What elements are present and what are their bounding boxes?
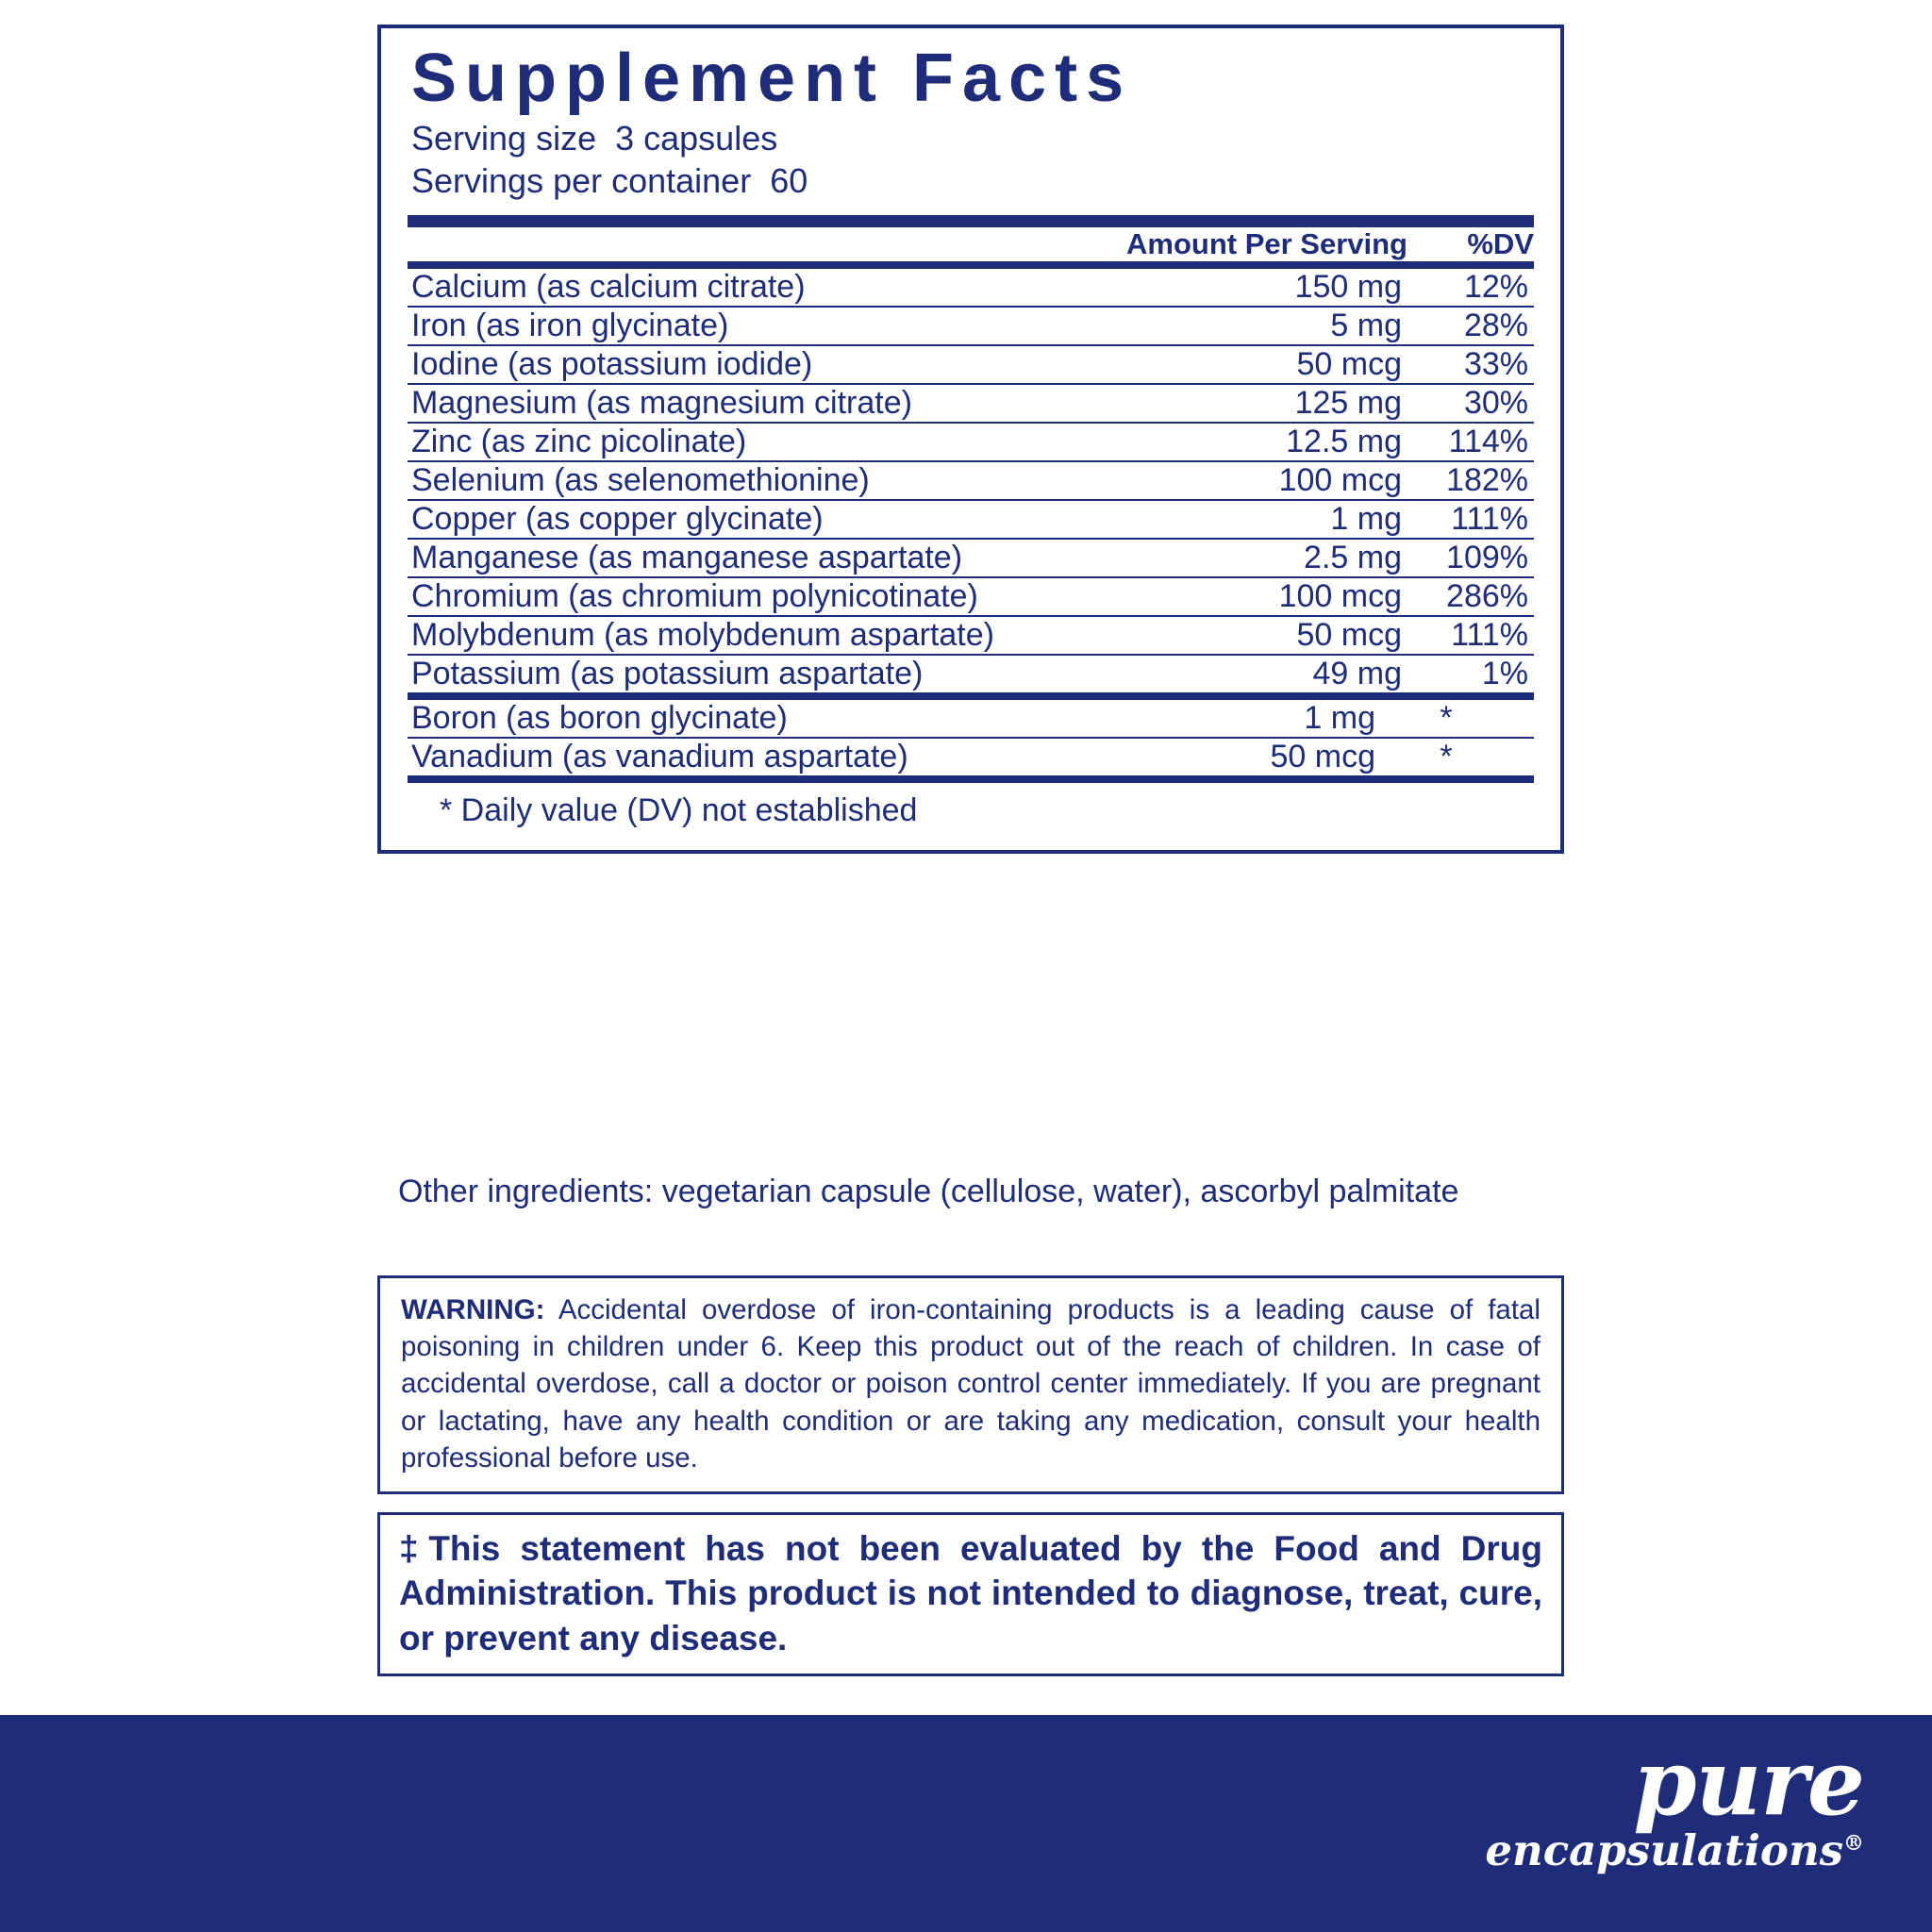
- warning-text: [401, 1291, 1541, 1476]
- nutrient-name: Selenium (as selenomethionine): [408, 461, 1100, 500]
- servings-per-container-value: 60: [770, 160, 808, 200]
- brand-footer-bar: [0, 1715, 1932, 1932]
- nutrient-percent-dv: 1%: [1417, 655, 1534, 692]
- nutrient-amount: 1 mg: [1100, 500, 1417, 539]
- nutrient-name: Vanadium (as vanadium aspartate): [408, 738, 1074, 775]
- nutrient-amount: 150 mg: [1294, 268, 1402, 305]
- nutrient-name: Iron (as iron glycinate): [408, 307, 1100, 345]
- table-row: [408, 577, 1534, 616]
- warning-box: [377, 1275, 1564, 1494]
- table-row: [408, 539, 1534, 577]
- serving-size-label: Serving size: [411, 118, 597, 158]
- nutrient-percent-dv: 182%: [1417, 461, 1534, 500]
- nutrient-amount: 50 mcg: [1100, 345, 1417, 384]
- supplement-facts-panel: [377, 25, 1564, 854]
- nutrient-percent-dv: 12%: [1463, 268, 1528, 305]
- brand-logo: [1485, 1729, 1864, 1876]
- table-row: [408, 655, 1534, 692]
- warning-body: Accidental overdose of iron-containing products is a leading cause of fatal poisoning in children under 6. Keep this product out of the reach of children. In case of accidental overdose, call a doctor or poison control center immediately. If you are pregnant or lactating, have any health condition or are taking any medication, consult your health professional before use.: [401, 1294, 1541, 1474]
- table-row: [408, 423, 1534, 461]
- table-header-row: [408, 227, 1534, 261]
- nutrient-percent-dv: 111%: [1417, 500, 1534, 539]
- fda-disclaimer-text: ‡This statement has not been evaluated by the Food and Drug Administration. This product is not intended to diagnose, treat, cure, or prevent any disease.: [399, 1529, 1542, 1657]
- nutrient-name: Magnesium (as magnesium citrate): [408, 384, 1100, 423]
- nutrient-amount: 50 mcg: [1074, 738, 1391, 775]
- nutrition-table: [408, 227, 1534, 261]
- brand-name: pure: [1633, 1729, 1864, 1836]
- servings-per-container-label: Servings per container: [411, 160, 752, 200]
- page-title: Supplement Facts: [411, 41, 1133, 116]
- table-row: [408, 269, 1534, 307]
- serving-size-line: [411, 117, 1534, 159]
- table-row: [408, 345, 1534, 384]
- header-percent-dv: %DV: [1467, 226, 1534, 260]
- nutrient-amount: 100 mcg: [1100, 461, 1417, 500]
- serving-size-value: 3 capsules: [615, 118, 778, 158]
- nutrient-name: Copper (as copper glycinate): [408, 500, 1100, 539]
- nutrient-amount: 2.5 mg: [1100, 539, 1417, 577]
- nutrient-rows-no-dv: [408, 700, 1534, 775]
- nutrient-rows: [408, 269, 1534, 692]
- nutrient-amount: 12.5 mg: [1100, 423, 1417, 461]
- warning-label: WARNING:: [401, 1294, 545, 1325]
- nutrient-amount: 50 mcg: [1100, 616, 1417, 655]
- table-row: [408, 307, 1534, 345]
- nutrient-name: Manganese (as manganese aspartate): [408, 539, 1100, 577]
- brand-subtitle-text: encapsulations: [1485, 1825, 1843, 1876]
- nutrient-name: Chromium (as chromium polynicotinate): [408, 577, 1100, 616]
- table-row: [408, 738, 1534, 775]
- table-row: [408, 700, 1534, 738]
- nutrient-name: Zinc (as zinc picolinate): [408, 423, 1100, 461]
- header-amount-per-serving: Amount Per Serving: [1126, 226, 1407, 260]
- nutrient-percent-dv: *: [1440, 699, 1453, 736]
- daily-value-footnote: * Daily value (DV) not established: [440, 791, 918, 828]
- table-row: [408, 384, 1534, 423]
- nutrient-name: Molybdenum (as molybdenum aspartate): [408, 616, 1100, 655]
- nutrient-percent-dv: 111%: [1417, 616, 1534, 655]
- nutrient-amount: 100 mcg: [1100, 577, 1417, 616]
- disclaimer-box: [377, 1512, 1564, 1676]
- table-row: [408, 500, 1534, 539]
- rule-top-thick: [408, 215, 1534, 227]
- header-blank: [408, 227, 1106, 261]
- nutrient-percent-dv: 286%: [1417, 577, 1534, 616]
- nutrient-percent-dv: *: [1391, 738, 1534, 775]
- nutrient-amount: 125 mg: [1100, 384, 1417, 423]
- nutrient-name: Boron (as boron glycinate): [411, 699, 788, 736]
- nutrient-name: Iodine (as potassium iodide): [408, 345, 1100, 384]
- brand-subtitle: [1485, 1825, 1864, 1876]
- nutrient-percent-dv: 109%: [1417, 539, 1534, 577]
- nutrient-name: Potassium (as potassium aspartate): [408, 655, 1100, 692]
- table-row: [408, 461, 1534, 500]
- registered-mark-icon: ®: [1843, 1831, 1864, 1857]
- nutrient-percent-dv: 28%: [1417, 307, 1534, 345]
- rule-after-no-dv: [408, 775, 1534, 783]
- servings-per-container-line: [411, 159, 1534, 202]
- other-ingredients: Other ingredients: vegetarian capsule (cellulose, water), ascorbyl palmitate: [398, 1174, 1459, 1209]
- nutrient-amount: 49 mg: [1100, 655, 1417, 692]
- rule-before-no-dv: [408, 692, 1534, 700]
- nutrient-amount: 1 mg: [1304, 699, 1375, 736]
- nutrient-percent-dv: 33%: [1417, 345, 1534, 384]
- nutrient-name: Calcium (as calcium citrate): [411, 268, 806, 305]
- table-row: [408, 616, 1534, 655]
- nutrient-percent-dv: 30%: [1417, 384, 1534, 423]
- nutrient-amount: 5 mg: [1100, 307, 1417, 345]
- rule-under-header: [408, 261, 1534, 269]
- nutrient-percent-dv: 114%: [1417, 423, 1534, 461]
